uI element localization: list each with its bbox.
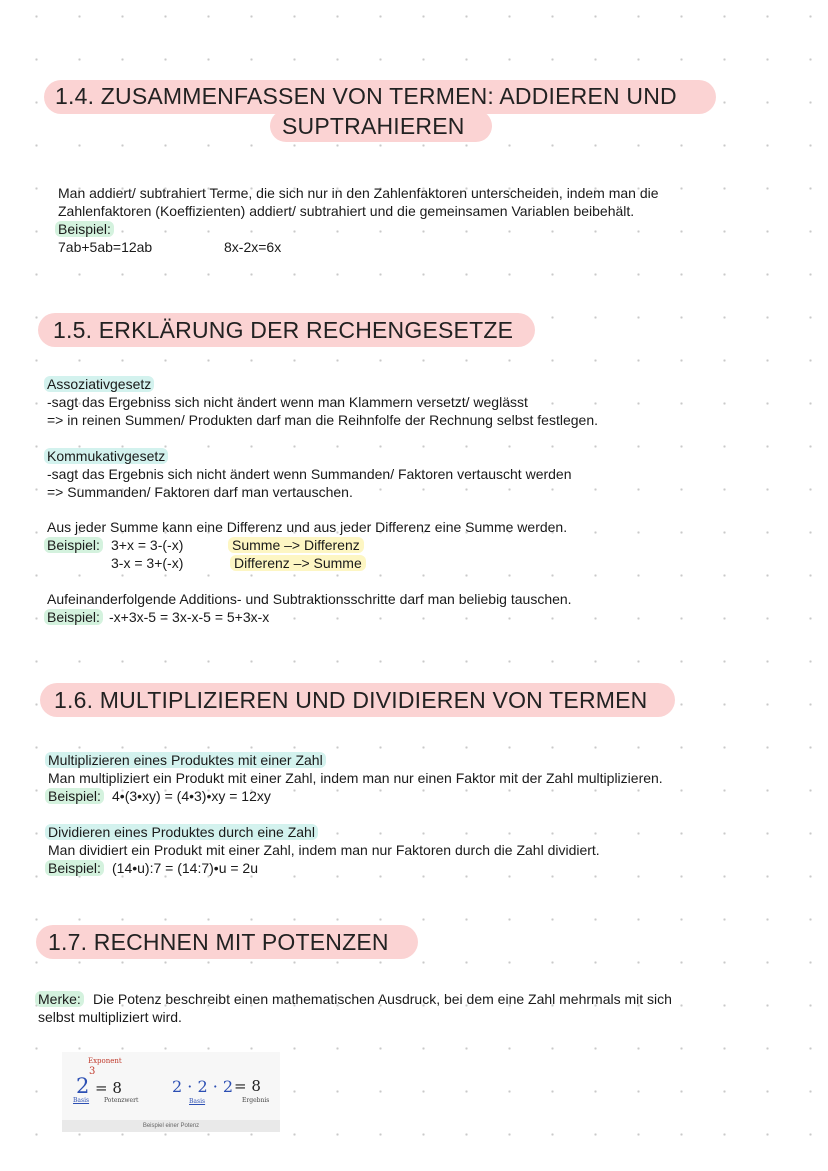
section-14-example-1: 7ab+5ab=12ab [58, 239, 153, 255]
div-title: Dividieren eines Produktes durch eine Zahl [45, 824, 318, 840]
order-line: Aufeinanderfolgende Additions- und Subtraktionsschritte darf man beliebig tauschen. [47, 591, 572, 607]
diff-line: Aus jeder Summe kann eine Differenz und aus jeder Differenz eine Summe werden. [47, 519, 568, 535]
product-equals: = 8 [234, 1077, 261, 1095]
div-example-label-wrap [45, 859, 104, 877]
diff-example-1: 3+x = 3-(-x) [111, 537, 184, 553]
section-14-example-2: 8x-2x=6x [224, 239, 282, 255]
power-example-figure [62, 1052, 280, 1132]
komm-title-wrap [44, 447, 168, 465]
base-value: 2 [76, 1074, 90, 1098]
merke-line2: selbst multipliziert wird. [38, 1009, 182, 1025]
figure-caption: Beispiel einer Potenz [62, 1120, 280, 1132]
assoc-title-wrap [44, 375, 154, 393]
div-example: (14•u):7 = (14:7)•u = 2u [112, 860, 259, 876]
assoc-line1: -sagt das Ergebniss sich nicht ändert wenn man Klammern versetzt/ weglässt [47, 394, 528, 410]
section-14-example-label: Beispiel: [55, 221, 114, 237]
diff-note-2: Differenz –> Summe [230, 555, 366, 571]
assoc-title: Assoziativgesetz [44, 376, 154, 392]
mult-example-label: Beispiel: [45, 788, 104, 804]
komm-line2: => Summanden/ Faktoren darf man vertauschen. [47, 484, 353, 500]
exponent-value: 3 [89, 1066, 96, 1077]
div-line: Man dividiert ein Produkt mit einer Zahl, indem man nur Faktoren durch die Zahl dividiert. [48, 842, 600, 858]
order-example-label: Beispiel: [44, 609, 103, 625]
diff-example-2: 3-x = 3+(-x) [111, 555, 184, 571]
diff-example-label: Beispiel: [44, 537, 103, 553]
diff-example-label-wrap [44, 536, 103, 554]
mult-line: Man multipliziert ein Produkt mit einer Zahl, indem man nur einen Faktor mit der Zahl multiplizieren. [48, 770, 663, 786]
diff-note-1: Summe –> Differenz [228, 537, 364, 553]
div-example-label: Beispiel: [45, 860, 104, 876]
product-base-label: Basis [189, 1098, 206, 1105]
assoc-line2: => in reinen Summen/ Produkten darf man die Reihnfolfe der Rechnung selbst festlegen. [47, 412, 598, 428]
mult-title: Multiplizieren eines Produktes mit einer Zahl [45, 752, 326, 768]
order-example-label-wrap [44, 608, 103, 626]
section-14-example-label-wrap [55, 220, 114, 238]
mult-example: 4•(3•xy) = (4•3)•xy = 12xy [112, 788, 271, 804]
power-equals: = 8 [95, 1079, 122, 1097]
base-label: Basis [73, 1097, 90, 1104]
exponent-label: Exponent [88, 1057, 122, 1065]
section-16-title: 1.6. MULTIPLIZIEREN UND DIVIDIEREN VON TERMEN [54, 687, 648, 713]
section-14-text-line1: Man addiert/ subtrahiert Terme, die sich nur in den Zahlenfaktoren unterscheiden, indem man die [58, 185, 659, 201]
section-14-title-line1: 1.4. ZUSAMMENFASSEN VON TERMEN: ADDIEREN UND [55, 83, 677, 109]
merke-line1: Die Potenz beschreibt einen mathematischen Ausdruck, bei dem eine Zahl mehrmals mit sich [93, 991, 672, 1007]
section-14-text-line2: Zahlenfaktoren (Koeffizienten) addiert/ subtrahiert und die gemeinsamen Variablen beibehält. [58, 203, 635, 219]
div-title-wrap [45, 823, 318, 841]
order-example: -x+3x-5 = 3x-x-5 = 5+3x-x [109, 609, 270, 625]
section-15-title: 1.5. ERKLÄRUNG DER RECHENGESETZE [53, 317, 514, 343]
merke-label: Merke: [35, 991, 84, 1007]
komm-title: Kommukativgesetz [44, 448, 168, 464]
diff-note-2-wrap [230, 554, 366, 572]
product-expression: 2 · 2 · 2 [172, 1077, 234, 1096]
section-17-title: 1.7. RECHNEN MIT POTENZEN [48, 929, 389, 955]
power-value-label: Potenzwert [104, 1097, 139, 1104]
mult-title-wrap [45, 751, 326, 769]
result-label: Ergebnis [242, 1097, 270, 1104]
merke-label-wrap [35, 990, 84, 1008]
mult-example-label-wrap [45, 787, 104, 805]
section-14-title-line2: SUPTRAHIEREN [282, 113, 465, 139]
komm-line1: -sagt das Ergebnis sich nicht ändert wenn Summanden/ Faktoren vertauscht werden [47, 466, 572, 482]
diff-note-1-wrap [228, 536, 364, 554]
